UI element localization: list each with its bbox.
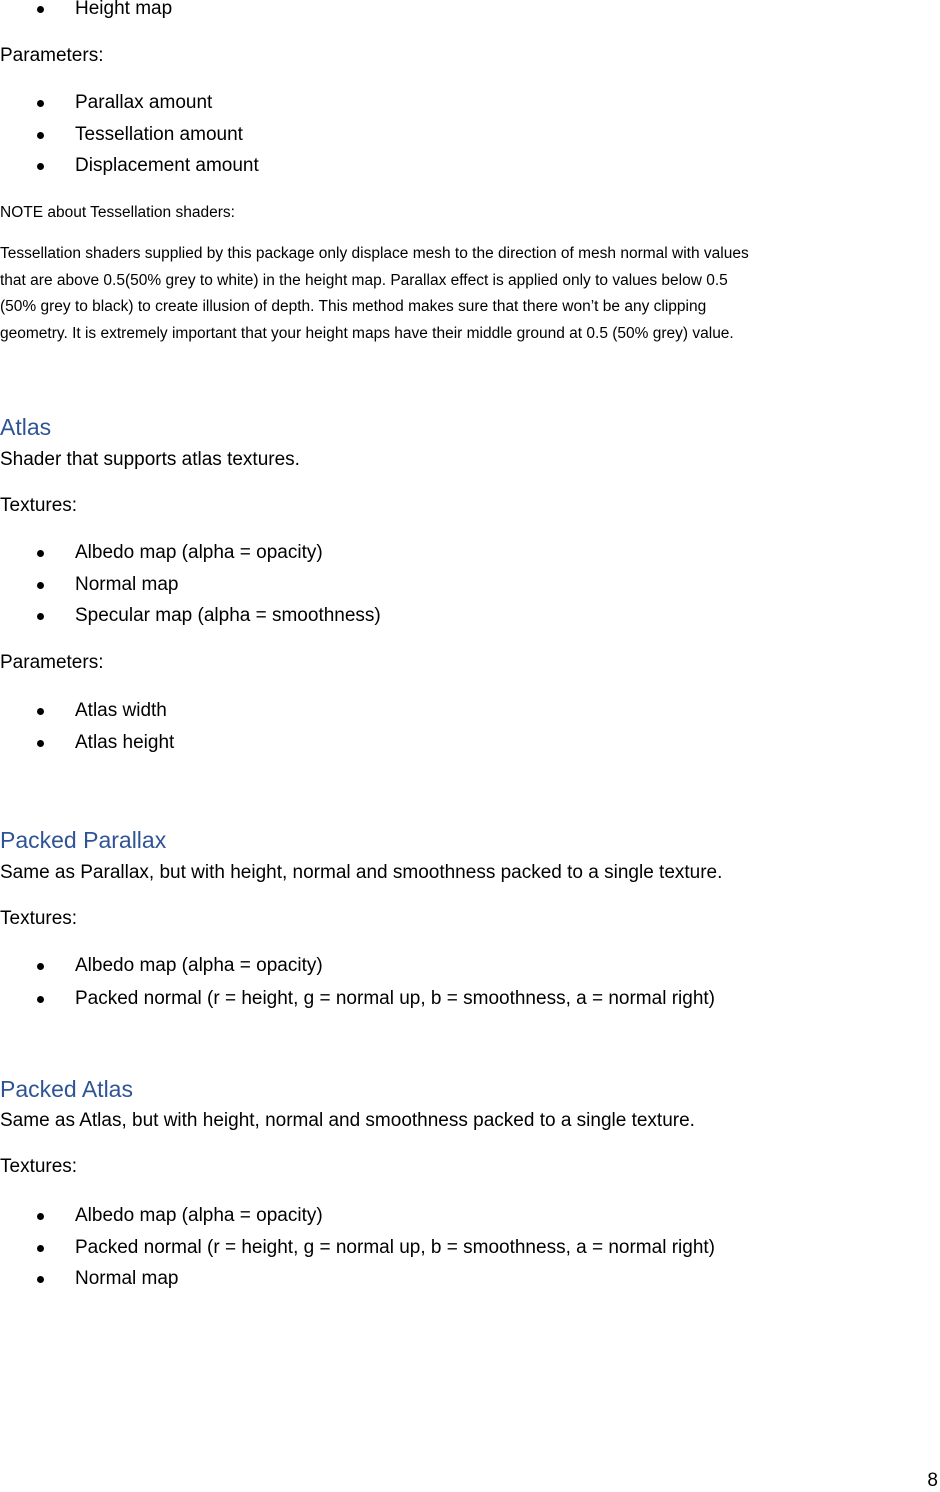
list-item: Packed normal (r = height, g = normal up, b = smoothness, a = normal right) [75,988,715,1009]
list-item: Packed normal (r = height, g = normal up, b = smoothness, a = normal right) [75,1237,715,1258]
bullet-icon [37,996,44,1003]
list-item: Specular map (alpha = smoothness) [75,605,381,626]
section-heading-atlas: Atlas [0,414,52,440]
bullet-icon [37,582,44,589]
bullet-icon [37,708,44,715]
note-line: geometry. It is extremely important that your height maps have their middle ground at 0.5 (50% grey) value. [0,324,734,342]
note-paragraph [0,241,935,347]
textures-label: Textures: [0,908,78,929]
list-item: Parallax amount [75,92,213,113]
parameters-label: Parameters: [0,652,104,673]
parameters-label: Parameters: [0,45,104,66]
note-title: NOTE about Tessellation shaders: [0,204,235,221]
list-item: Height map [75,0,173,19]
page-number: 8 [927,1470,938,1491]
list-item: Albedo map (alpha = opacity) [75,955,323,976]
list-item: Normal map [75,574,179,595]
note-line: Tessellation shaders supplied by this package only displace mesh to the direction of mesh normal with values [0,245,749,262]
list-item: Tessellation amount [75,124,243,145]
bullet-icon [37,1213,44,1220]
bullet-icon [37,1276,44,1283]
textures-label: Textures: [0,1156,78,1177]
bullet-icon [37,100,44,107]
bullet-icon [37,132,44,139]
section-description: Shader that supports atlas textures. [0,449,300,470]
section-heading-packed-parallax: Packed Parallax [0,827,167,853]
note-line: that are above 0.5(50% grey to white) in the height map. Parallax effect is applied only to values below 0.5 [0,271,728,289]
bullet-icon [37,740,44,747]
list-item: Atlas width [75,700,167,721]
section-description: Same as Atlas, but with height, normal and smoothness packed to a single texture. [0,1110,695,1131]
bullet-icon [37,613,44,620]
note-line: (50% grey to black) to create illusion of depth. This method makes sure that there won’t be any clipping [0,298,707,315]
section-heading-packed-atlas: Packed Atlas [0,1076,133,1102]
list-item: Atlas height [75,732,175,753]
list-item: Displacement amount [75,155,259,176]
bullet-icon [37,550,44,557]
list-item: Normal map [75,1268,179,1289]
bullet-icon [37,6,44,13]
bullet-icon [37,1245,44,1252]
bullet-icon [37,963,44,970]
list-item: Albedo map (alpha = opacity) [75,1205,323,1226]
textures-label: Textures: [0,495,78,516]
list-item: Albedo map (alpha = opacity) [75,542,323,563]
section-description: Same as Parallax, but with height, normal and smoothness packed to a single texture. [0,862,723,883]
bullet-icon [37,163,44,170]
